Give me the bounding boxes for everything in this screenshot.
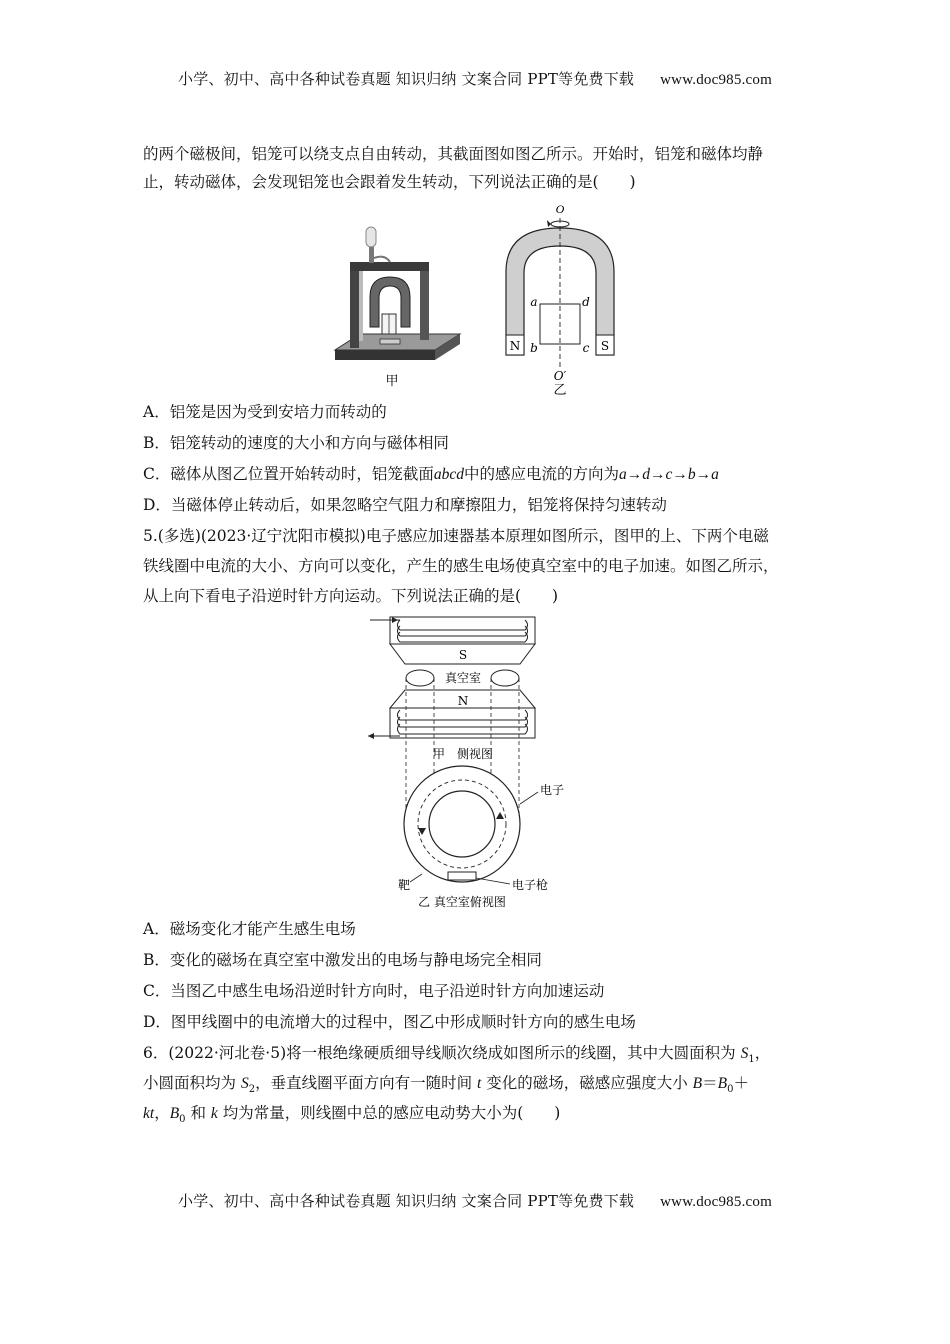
header-text: 小学、初中、高中各种试卷真题 知识归纳 文案合同 PPT等免费下载 [178, 70, 635, 88]
corner-d: d [582, 295, 590, 309]
q5-figure [360, 612, 570, 912]
corner-b: b [530, 341, 538, 355]
footer-text: 小学、初中、高中各种试卷真题 知识归纳 文案合同 PPT等免费下载 [178, 1192, 635, 1210]
side-view-caption: 甲 侧视图 [432, 747, 494, 761]
top-view-caption: 乙 真空室俯视图 [418, 895, 506, 909]
q4-option-c-sequence: a→d→c→b→a [619, 466, 719, 483]
q6-stem-line2: 小圆面积均为 $S_2$，垂直线圈平面方向有一随时间 t 变化的磁场，磁感应强度大小 $B=B_0+$ [143, 1074, 750, 1096]
handle-shaft [369, 247, 374, 263]
q5-stem-line2: 铁线圈中电流的大小、方向可以变化，产生的感生电场使真空室中的电子加速。如图乙所示， [143, 557, 779, 575]
q4-stem-line1: 的两个磁极间，铝笼可以绕支点自由转动，其截面图如图乙所示。开始时，铝笼和磁体均静 [143, 145, 764, 163]
q4-option-d: D．当磁体停止转动后，如果忽略空气阻力和摩擦阻力，铝笼将保持匀速转动 [143, 496, 667, 514]
axis-o-label: O [555, 202, 565, 216]
electron-label: 电子 [540, 783, 565, 797]
q4-option-b: B．铝笼转动的速度的大小和方向与磁体相同 [143, 434, 449, 452]
inner-ring [429, 791, 495, 857]
q4-figure-yi [498, 200, 628, 400]
q6-stem-line1: 6．(2022·河北卷·5)将一根绝缘硬质细导线顺次绕成如图所示的线圈，其中大圆面积为 $S_1$， [143, 1044, 771, 1066]
pole-n-label: N [457, 694, 469, 708]
chamber-left-section [406, 670, 434, 686]
corner-a: a [530, 295, 538, 309]
frame-top-bar [350, 262, 429, 271]
q4-stem-line2: 止，转动磁体，会发现铝笼也会跟着发生转动，下列说法正确的是( ) [143, 173, 636, 191]
q5-option-a: A．磁场变化才能产生感生电场 [143, 920, 356, 938]
fig-jia-caption: 甲 [385, 374, 399, 389]
corner-c: c [582, 341, 590, 355]
handle-crank [374, 257, 390, 262]
q5-stem-line1: 5.(多选)(2023·辽宁沈阳市模拟)电子感应加速器基本原理如图所示，图甲的上、下两个电磁 [143, 527, 769, 545]
q4-option-c-text2: 中的感应电流的方向为 [464, 465, 620, 483]
q4-option-c-text1: C．磁体从图乙位置开始转动时，铝笼截面 [143, 465, 434, 483]
q4-option-a: A．铝笼是因为受到安培力而转动的 [143, 403, 387, 421]
q5-stem-line3: 从上向下看电子沿逆时针方向运动。下列说法正确的是( ) [143, 587, 559, 605]
q5-option-b: B．变化的磁场在真空室中激发出的电场与静电场完全相同 [143, 951, 542, 969]
pole-n-label: N [509, 339, 521, 353]
frame-left-post [350, 268, 359, 348]
target-label: 靶 [398, 878, 411, 892]
page-footer [0, 1190, 950, 1211]
fig-yi-caption: 乙 [553, 383, 567, 398]
gun-label: 电子枪 [512, 878, 549, 892]
header-site: www.doc985.com [660, 72, 772, 88]
footer-site: www.doc985.com [660, 1194, 772, 1210]
pole-s-label: S [600, 339, 610, 353]
q5-option-d: D．图甲线圈中的电流增大的过程中，图乙中形成顺时针方向的感生电场 [143, 1013, 636, 1031]
q4-figure-jia [330, 222, 465, 397]
q4-option-c [143, 463, 823, 486]
cage-pivot [380, 339, 400, 344]
frame-right-post [420, 268, 429, 340]
chamber-right-section [491, 670, 519, 686]
axis-o-prime-label: O′ [553, 369, 567, 383]
handle-knob [366, 227, 376, 247]
chamber-label: 真空室 [444, 671, 482, 685]
pole-s-label: S [458, 648, 468, 662]
q5-option-c: C．当图乙中感生电场沿逆时针方向时，电子沿逆时针方向加速运动 [143, 982, 605, 1000]
apparatus-base-front [335, 350, 435, 360]
q4-option-c-abcd: abcd [433, 466, 465, 483]
page-header [0, 68, 950, 89]
frame-highlight [359, 271, 363, 341]
q6-stem-line3: kt，$B_0$ 和 k 均为常量，则线圈中总的感应电动势大小为( ) [143, 1104, 561, 1126]
electron-gun [448, 872, 476, 880]
